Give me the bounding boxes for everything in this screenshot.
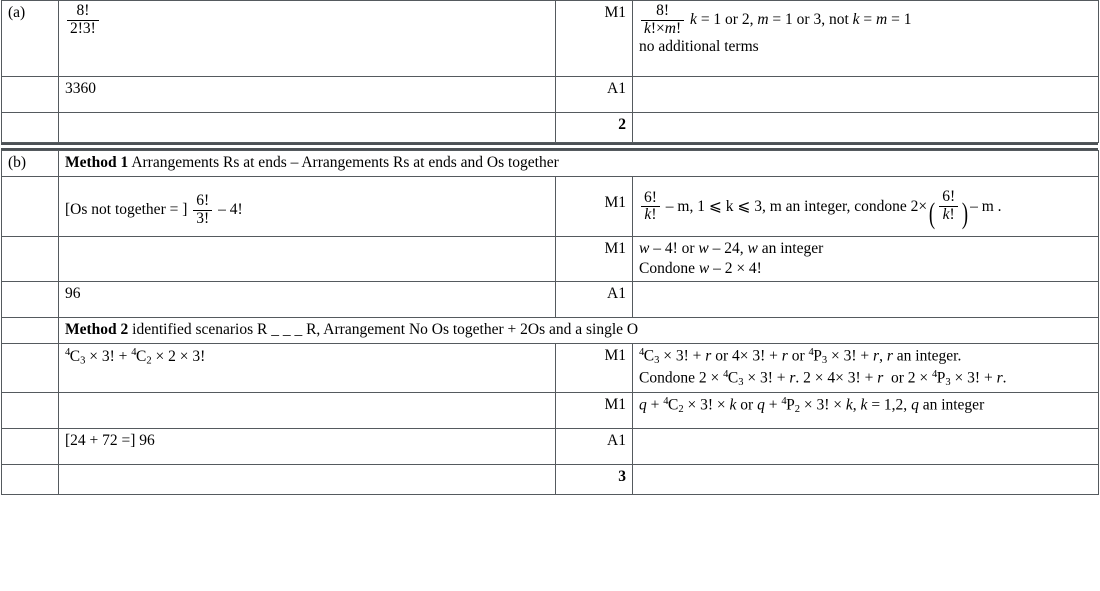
question-label-spacer: [2, 282, 59, 318]
fraction-numerator: 6!: [644, 188, 657, 206]
variable-k2: k: [852, 11, 860, 29]
note-line-2: Condone $2 \times ^4C_3 \times 3$! + r. 2 × 4× 3! + r or $2 \times ^4P_3 \times 3$! + r.: [639, 368, 1007, 388]
mark-cell: A1: [556, 77, 633, 113]
fraction-6-over-kfact-2: [939, 189, 958, 223]
table-row: [2, 151, 1099, 177]
mark-cell: M1: [556, 236, 633, 282]
mark-label: M1: [604, 193, 626, 211]
question-label-spacer: [2, 176, 59, 236]
notes-cell: [633, 176, 1099, 236]
fraction-numerator: 6!: [196, 191, 210, 209]
total-mark-cell: 2: [556, 113, 633, 143]
table-row: [2, 77, 1099, 113]
working-cell: [59, 236, 556, 282]
table-row: [2, 176, 1099, 236]
notes-cell: [633, 1, 1099, 77]
table-row: [2, 465, 1099, 495]
table-row: [2, 1, 1099, 77]
notes-cell: [633, 236, 1099, 282]
table-row: [2, 344, 1099, 393]
fraction-8-over-2f3f: [67, 3, 99, 37]
working-expression: [65, 179, 549, 227]
table-row: [2, 393, 1099, 429]
notes-cell: [633, 429, 1099, 465]
mark-cell: M1: [556, 1, 633, 77]
note-line-1: [639, 179, 1092, 231]
section-divider: [1, 143, 1098, 150]
notes-cell: [633, 344, 1099, 393]
note-line-1: $q + ^4C_2 \times 3$! × k or $q + ^4P_2 \times 3$! × k, k = 1,2, q an integer: [639, 396, 985, 416]
working-cell: 3360: [59, 77, 556, 113]
mark-cell: A1: [556, 429, 633, 465]
fraction-8-over-kfact-mfact: [641, 3, 684, 37]
table-row: [2, 429, 1099, 465]
total-mark-cell: 3: [556, 465, 633, 495]
working-cell: [59, 344, 556, 393]
fraction-numerator: 8!: [656, 2, 670, 19]
note-line-2: no additional terms: [639, 38, 759, 56]
note-line-2: Condone w – 2 × 4!: [639, 259, 762, 277]
variable-k: k: [690, 11, 697, 29]
section-b-table: [1, 150, 1099, 495]
working-suffix: – 4!: [218, 201, 243, 219]
fraction-denominator: k!: [641, 206, 660, 224]
note-text-1: = 1 or 2,: [696, 11, 758, 29]
working-cell: [59, 465, 556, 495]
fraction-denominator: k!: [939, 206, 958, 224]
notes-cell: [633, 282, 1099, 318]
note-line-1: $\frac{8!}{k!\times m!}$ k = 1 or 2, m = 1 or 3, not k = m = 1: [639, 3, 1092, 37]
question-label-a: (a): [2, 1, 59, 77]
fraction-numerator: 6!: [942, 187, 956, 205]
question-label-spacer: [2, 113, 59, 143]
table-row: [2, 318, 1099, 344]
question-label-spacer: [2, 318, 59, 344]
note-text-end: – m .: [970, 197, 1002, 215]
method-description: Arrangements Rs at ends – Arrangements Rs at ends and Os together: [131, 154, 559, 171]
fraction-6-over-kfact: [641, 190, 660, 224]
working-expression: $^4C_3 \times 3$! + $^4C_2 \times 2 \times 3$!: [65, 347, 206, 367]
table-row: [2, 282, 1099, 318]
fraction-denominator: 2!3!: [67, 20, 99, 38]
notes-cell: [633, 465, 1099, 495]
question-label-spacer: [2, 429, 59, 465]
question-label-b: (b): [2, 151, 59, 177]
question-label-spacer: [2, 344, 59, 393]
method-header-1: [59, 151, 1099, 177]
mark-cell: M1: [556, 393, 633, 429]
method-description: identified scenarios R _ _ _ R, Arrangement No Os together + 2Os and a single O: [132, 321, 639, 339]
mark-cell: [556, 176, 633, 236]
notes-cell: [633, 77, 1099, 113]
method-tag: Method 2: [65, 321, 129, 339]
table-row: [2, 113, 1099, 143]
notes-cell: [633, 393, 1099, 429]
mark-cell: M1: [556, 344, 633, 393]
variable-m: m: [757, 11, 769, 29]
working-cell: [59, 113, 556, 143]
method-tag: Method 1: [65, 154, 129, 171]
fraction-denominator: k!×m!: [641, 20, 684, 38]
question-label-spacer: [2, 236, 59, 282]
note-text-mid: – m, 1 ⩽ k ⩽ 3, m an integer, condone 2×: [665, 197, 928, 215]
question-label-spacer: [2, 465, 59, 495]
note-line-1: w – 4! or w – 24, w an integer: [639, 239, 824, 257]
note-line-1: $^4C_3 \times 3$! + r or 4× 3! + r or $^4P_3 \times 3$! + r, r an integer.: [639, 347, 962, 367]
fraction-denominator: 3!: [193, 210, 212, 228]
fraction-numerator: 8!: [76, 2, 90, 19]
working-cell: 96: [59, 282, 556, 318]
question-label-spacer: [2, 77, 59, 113]
method-header-2: [59, 318, 1099, 344]
variable-m2: m: [876, 11, 888, 29]
question-label-spacer: [2, 393, 59, 429]
notes-cell: [633, 113, 1099, 143]
right-paren: ): [962, 197, 969, 231]
table-row: [2, 236, 1099, 282]
working-cell: [59, 1, 556, 77]
working-cell: [59, 176, 556, 236]
mark-cell: A1: [556, 282, 633, 318]
fraction-6-over-3: [193, 193, 212, 227]
section-a-table: [1, 0, 1099, 143]
left-paren: (: [929, 197, 936, 231]
working-cell: [24 + 72 =] 96: [59, 429, 556, 465]
working-prefix: [Os not together = ]: [65, 201, 188, 219]
working-cell: [59, 393, 556, 429]
note-text-2: = 1 or 3, not: [768, 11, 853, 29]
